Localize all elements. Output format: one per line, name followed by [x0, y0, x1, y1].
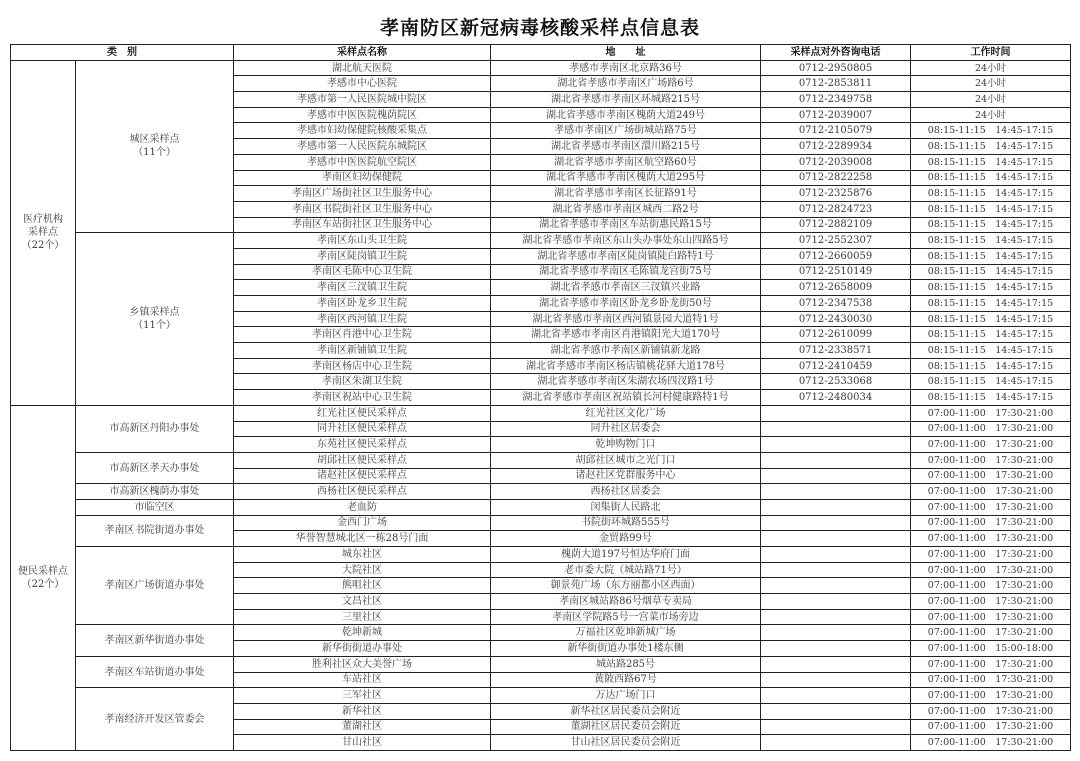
site-name: 孝感市中医医院槐荫院区 [234, 107, 491, 123]
site-name: 孝南区肖港中心卫生院 [234, 327, 491, 343]
section-label: 医疗机构 采样点 （22个） [11, 60, 76, 405]
site-hours: 07:00-11:00 17:30-21:00 [911, 656, 1071, 672]
site-hours: 07:00-11:00 17:30-21:00 [911, 484, 1071, 500]
site-name: 孝南区杨店中心卫生院 [234, 358, 491, 374]
section-label: 便民采样点 （22个） [11, 405, 76, 750]
site-phone: 0712-2105079 [761, 123, 911, 139]
site-phone [761, 421, 911, 437]
site-hours: 07:00-11:00 17:30-21:00 [911, 594, 1071, 610]
site-address: 湖北省孝感市孝南区新铺镇新龙路 [491, 343, 761, 359]
site-name: 车站社区 [234, 672, 491, 688]
site-name: 大院社区 [234, 562, 491, 578]
group-label: 孝南区广场街道办事处 [76, 547, 234, 625]
site-name: 东苑社区便民采样点 [234, 437, 491, 453]
header-category: 类 别 [11, 45, 234, 61]
site-hours: 08:15-11:15 14:45-17:15 [911, 264, 1071, 280]
site-name: 胜利社区众大美誉广场 [234, 656, 491, 672]
site-phone: 0712-2430030 [761, 311, 911, 327]
site-address: 湖北省孝感市孝南区肖港镇阳光大道170号 [491, 327, 761, 343]
site-hours: 07:00-11:00 17:30-21:00 [911, 703, 1071, 719]
site-address: 城站路285号 [491, 656, 761, 672]
site-address: 新华社区居民委员会附近 [491, 703, 761, 719]
site-phone [761, 578, 911, 594]
site-phone [761, 719, 911, 735]
site-phone [761, 562, 911, 578]
site-address: 甘山社区居民委员会附近 [491, 735, 761, 751]
site-address: 红光社区文化广场 [491, 405, 761, 421]
site-hours: 08:15-11:15 14:45-17:15 [911, 123, 1071, 139]
table-row [11, 405, 1071, 421]
site-hours: 08:15-11:15 14:45-17:15 [911, 390, 1071, 406]
site-phone [761, 656, 911, 672]
site-phone [761, 547, 911, 563]
site-phone: 0712-2824723 [761, 201, 911, 217]
site-hours: 24小时 [911, 60, 1071, 76]
site-phone [761, 594, 911, 610]
site-address: 湖北省孝感市孝南区陡岗镇陡白路特1号 [491, 248, 761, 264]
site-address: 孝感市孝南区广场街城站路75号 [491, 123, 761, 139]
site-address: 湖北省孝感市孝南区西河镇景园大道特1号 [491, 311, 761, 327]
site-name: 孝南区书院街社区卫生服务中心 [234, 201, 491, 217]
group-label: 乡镇采样点 （11个） [76, 233, 234, 406]
site-hours: 07:00-11:00 17:30-21:00 [911, 515, 1071, 531]
site-name: 孝感市中医医院航空院区 [234, 154, 491, 170]
site-address: 湖北省孝感市孝南区槐荫大道295号 [491, 170, 761, 186]
table-row [11, 688, 1071, 704]
site-name: 董湖社区 [234, 719, 491, 735]
site-hours: 08:15-11:15 14:45-17:15 [911, 186, 1071, 202]
site-hours: 07:00-11:00 17:30-21:00 [911, 499, 1071, 515]
site-name: 孝感市第一人民医院城中院区 [234, 92, 491, 108]
table-row [11, 625, 1071, 641]
site-name: 孝南区车站街社区卫生服务中心 [234, 217, 491, 233]
group-label: 孝南经济开发区管委会 [76, 688, 234, 751]
site-address: 同升社区居委会 [491, 421, 761, 437]
site-name: 西杨社区便民采样点 [234, 484, 491, 500]
site-hours: 07:00-11:00 17:30-21:00 [911, 468, 1071, 484]
site-phone: 0712-2510149 [761, 264, 911, 280]
site-address: 金贸路99号 [491, 531, 761, 547]
site-phone [761, 609, 911, 625]
site-address: 御景苑广场（东方丽都小区西面） [491, 578, 761, 594]
site-phone: 0712-2950805 [761, 60, 911, 76]
site-address: 诸赵社区党群服务中心 [491, 468, 761, 484]
site-address: 湖北省孝感市孝南区槐荫大道249号 [491, 107, 761, 123]
site-address: 万达广场门口 [491, 688, 761, 704]
site-phone: 0712-2552307 [761, 233, 911, 249]
site-hours: 07:00-11:00 15:00-18:00 [911, 641, 1071, 657]
site-address: 湖北省孝感市孝南区卧龙乡卧龙街50号 [491, 296, 761, 312]
site-phone: 0712-2039008 [761, 154, 911, 170]
site-address: 槐荫大道197号恒达华府门面 [491, 547, 761, 563]
group-label: 市高新区孝天办事处 [76, 452, 234, 483]
group-label: 市临空区 [76, 499, 234, 515]
site-phone [761, 531, 911, 547]
site-phone: 0712-2410459 [761, 358, 911, 374]
site-name: 同升社区便民采样点 [234, 421, 491, 437]
table-header-row [11, 45, 1071, 61]
site-address: 湖北省孝感市孝南区长征路91号 [491, 186, 761, 202]
group-label: 孝南区书院街道办事处 [76, 515, 234, 546]
site-hours: 08:15-11:15 14:45-17:15 [911, 170, 1071, 186]
site-hours: 07:00-11:00 17:30-21:00 [911, 625, 1071, 641]
site-address: 湖北省孝感市孝南区车站街惠民路15号 [491, 217, 761, 233]
site-address: 新华街街道办事处1楼东侧 [491, 641, 761, 657]
site-address: 孝南区城站路86号烟草专卖局 [491, 594, 761, 610]
site-name: 孝感市第一人民医院东城院区 [234, 139, 491, 155]
site-address: 闵集街人民路北 [491, 499, 761, 515]
site-name: 新华社区 [234, 703, 491, 719]
header-phone: 采样点对外咨询电话 [761, 45, 911, 61]
site-phone [761, 452, 911, 468]
site-phone: 0712-2853811 [761, 76, 911, 92]
site-address: 孝南区学院路5号一宫菜市场旁边 [491, 609, 761, 625]
table-row [11, 60, 1071, 76]
site-hours: 07:00-11:00 17:30-21:00 [911, 452, 1071, 468]
site-phone [761, 405, 911, 421]
table-row [11, 452, 1071, 468]
site-hours: 07:00-11:00 17:30-21:00 [911, 437, 1071, 453]
site-phone: 0712-2325876 [761, 186, 911, 202]
site-phone [761, 468, 911, 484]
site-address: 董湖社区居民委员会附近 [491, 719, 761, 735]
site-address: 书院街环城路555号 [491, 515, 761, 531]
site-phone: 0712-2610099 [761, 327, 911, 343]
site-name: 诸赵社区便民采样点 [234, 468, 491, 484]
site-hours: 08:15-11:15 14:45-17:15 [911, 358, 1071, 374]
site-hours: 08:15-11:15 14:45-17:15 [911, 201, 1071, 217]
site-phone: 0712-2882109 [761, 217, 911, 233]
site-hours: 08:15-11:15 14:45-17:15 [911, 139, 1071, 155]
header-hours: 工作时间 [911, 45, 1071, 61]
site-phone [761, 735, 911, 751]
site-hours: 07:00-11:00 17:30-21:00 [911, 547, 1071, 563]
table-row [11, 499, 1071, 515]
site-name: 孝南区妇幼保健院 [234, 170, 491, 186]
site-address: 湖北省孝感市孝南区朱湖农场四汊路1号 [491, 374, 761, 390]
site-address: 湖北省孝感市孝南区杨店镇桃花驿大道178号 [491, 358, 761, 374]
site-address: 湖北省孝感市孝南区毛陈镇龙宫街75号 [491, 264, 761, 280]
site-name: 胡邱社区便民采样点 [234, 452, 491, 468]
site-hours: 08:15-11:15 14:45-17:15 [911, 248, 1071, 264]
site-hours: 08:15-11:15 14:45-17:15 [911, 217, 1071, 233]
site-name: 孝感市中心医院 [234, 76, 491, 92]
site-address: 湖北省孝感市孝南区环城路215号 [491, 92, 761, 108]
site-name: 三军社区 [234, 688, 491, 704]
site-phone [761, 641, 911, 657]
site-address: 湖北省孝感市孝南区澴川路215号 [491, 139, 761, 155]
site-name: 金西门广场 [234, 515, 491, 531]
site-address: 湖北省孝感市孝南区城西二路2号 [491, 201, 761, 217]
site-address: 西杨社区居委会 [491, 484, 761, 500]
site-name: 孝南区祝站中心卫生院 [234, 390, 491, 406]
table-row [11, 547, 1071, 563]
site-name: 湖北航天医院 [234, 60, 491, 76]
site-hours: 08:15-11:15 14:45-17:15 [911, 233, 1071, 249]
site-address: 湖北省孝感市孝南区航空路60号 [491, 154, 761, 170]
table-body [11, 60, 1071, 750]
site-address: 万福社区乾坤新城广场 [491, 625, 761, 641]
site-hours: 07:00-11:00 17:30-21:00 [911, 578, 1071, 594]
site-phone: 0712-2533068 [761, 374, 911, 390]
header-address: 地 址 [491, 45, 761, 61]
site-hours: 07:00-11:00 17:30-21:00 [911, 609, 1071, 625]
table-row [11, 515, 1071, 531]
site-address: 湖北省孝感市孝南区三汊镇兴业路 [491, 280, 761, 296]
group-label: 孝南区新华街道办事处 [76, 625, 234, 656]
site-hours: 08:15-11:15 14:45-17:15 [911, 374, 1071, 390]
site-phone [761, 672, 911, 688]
table-row [11, 233, 1071, 249]
site-hours: 24小时 [911, 92, 1071, 108]
sampling-sites-table [10, 44, 1071, 751]
site-name: 文昌社区 [234, 594, 491, 610]
site-name: 孝感市妇幼保健院核酸采集点 [234, 123, 491, 139]
site-name: 红光社区便民采样点 [234, 405, 491, 421]
site-address: 老市委大院（城站路71号） [491, 562, 761, 578]
document-title: 孝南防区新冠病毒核酸采样点信息表 [379, 17, 700, 39]
site-name: 三里社区 [234, 609, 491, 625]
site-phone [761, 499, 911, 515]
site-phone: 0712-2822258 [761, 170, 911, 186]
site-hours: 07:00-11:00 17:30-21:00 [911, 405, 1071, 421]
group-label: 孝南区车站街道办事处 [76, 656, 234, 687]
site-address: 黄陂西路67号 [491, 672, 761, 688]
site-name: 孝南区毛陈中心卫生院 [234, 264, 491, 280]
site-address: 湖北省孝感市孝南区祝站镇长河村健康路特1号 [491, 390, 761, 406]
group-label: 市高新区槐荫办事处 [76, 484, 234, 500]
site-address: 湖北省孝感市孝南区东山头办事处东山四路5号 [491, 233, 761, 249]
site-hours: 07:00-11:00 17:30-21:00 [911, 672, 1071, 688]
site-name: 城东社区 [234, 547, 491, 563]
site-name: 老血防 [234, 499, 491, 515]
site-hours: 24小时 [911, 107, 1071, 123]
site-hours: 07:00-11:00 17:30-21:00 [911, 562, 1071, 578]
site-name: 熊咀社区 [234, 578, 491, 594]
site-phone [761, 703, 911, 719]
site-phone: 0712-2338571 [761, 343, 911, 359]
site-name: 孝南区西河镇卫生院 [234, 311, 491, 327]
site-name: 新华街街道办事处 [234, 641, 491, 657]
site-phone: 0712-2660059 [761, 248, 911, 264]
site-hours: 08:15-11:15 14:45-17:15 [911, 296, 1071, 312]
table-row [11, 484, 1071, 500]
site-phone: 0712-2349758 [761, 92, 911, 108]
site-address: 乾坤购物门口 [491, 437, 761, 453]
site-hours: 08:15-11:15 14:45-17:15 [911, 327, 1071, 343]
site-hours: 08:15-11:15 14:45-17:15 [911, 154, 1071, 170]
site-name: 孝南区东山头卫生院 [234, 233, 491, 249]
site-name: 孝南区朱湖卫生院 [234, 374, 491, 390]
site-name: 华誉智慧城北区一栋28号门面 [234, 531, 491, 547]
site-name: 乾坤新城 [234, 625, 491, 641]
site-phone [761, 484, 911, 500]
site-address: 孝感市孝南区北京路36号 [491, 60, 761, 76]
site-phone: 0712-2289934 [761, 139, 911, 155]
group-label: 城区采样点 （11个） [76, 60, 234, 233]
site-phone [761, 625, 911, 641]
site-hours: 07:00-11:00 17:30-21:00 [911, 735, 1071, 751]
site-hours: 07:00-11:00 17:30-21:00 [911, 688, 1071, 704]
site-name: 孝南区新铺镇卫生院 [234, 343, 491, 359]
site-hours: 07:00-11:00 17:30-21:00 [911, 421, 1071, 437]
site-name: 孝南区陡岗镇卫生院 [234, 248, 491, 264]
site-name: 孝南区卧龙乡卫生院 [234, 296, 491, 312]
site-phone: 0712-2658009 [761, 280, 911, 296]
site-address: 胡邱社区城市之光门口 [491, 452, 761, 468]
site-name: 甘山社区 [234, 735, 491, 751]
site-address: 湖北省孝感市孝南区广场路6号 [491, 76, 761, 92]
site-hours: 08:15-11:15 14:45-17:15 [911, 343, 1071, 359]
site-hours: 24小时 [911, 76, 1071, 92]
table-row [11, 656, 1071, 672]
site-phone [761, 688, 911, 704]
site-phone: 0712-2039007 [761, 107, 911, 123]
site-name: 孝南区三汊镇卫生院 [234, 280, 491, 296]
site-phone: 0712-2347538 [761, 296, 911, 312]
site-phone: 0712-2480034 [761, 390, 911, 406]
header-name: 采样点名称 [234, 45, 491, 61]
site-hours: 07:00-11:00 17:30-21:00 [911, 531, 1071, 547]
group-label: 市高新区丹阳办事处 [76, 405, 234, 452]
site-hours: 08:15-11:15 14:45-17:15 [911, 280, 1071, 296]
site-name: 孝南区广场街社区卫生服务中心 [234, 186, 491, 202]
site-hours: 07:00-11:00 17:30-21:00 [911, 719, 1071, 735]
site-hours: 08:15-11:15 14:45-17:15 [911, 311, 1071, 327]
site-phone [761, 515, 911, 531]
site-phone [761, 437, 911, 453]
